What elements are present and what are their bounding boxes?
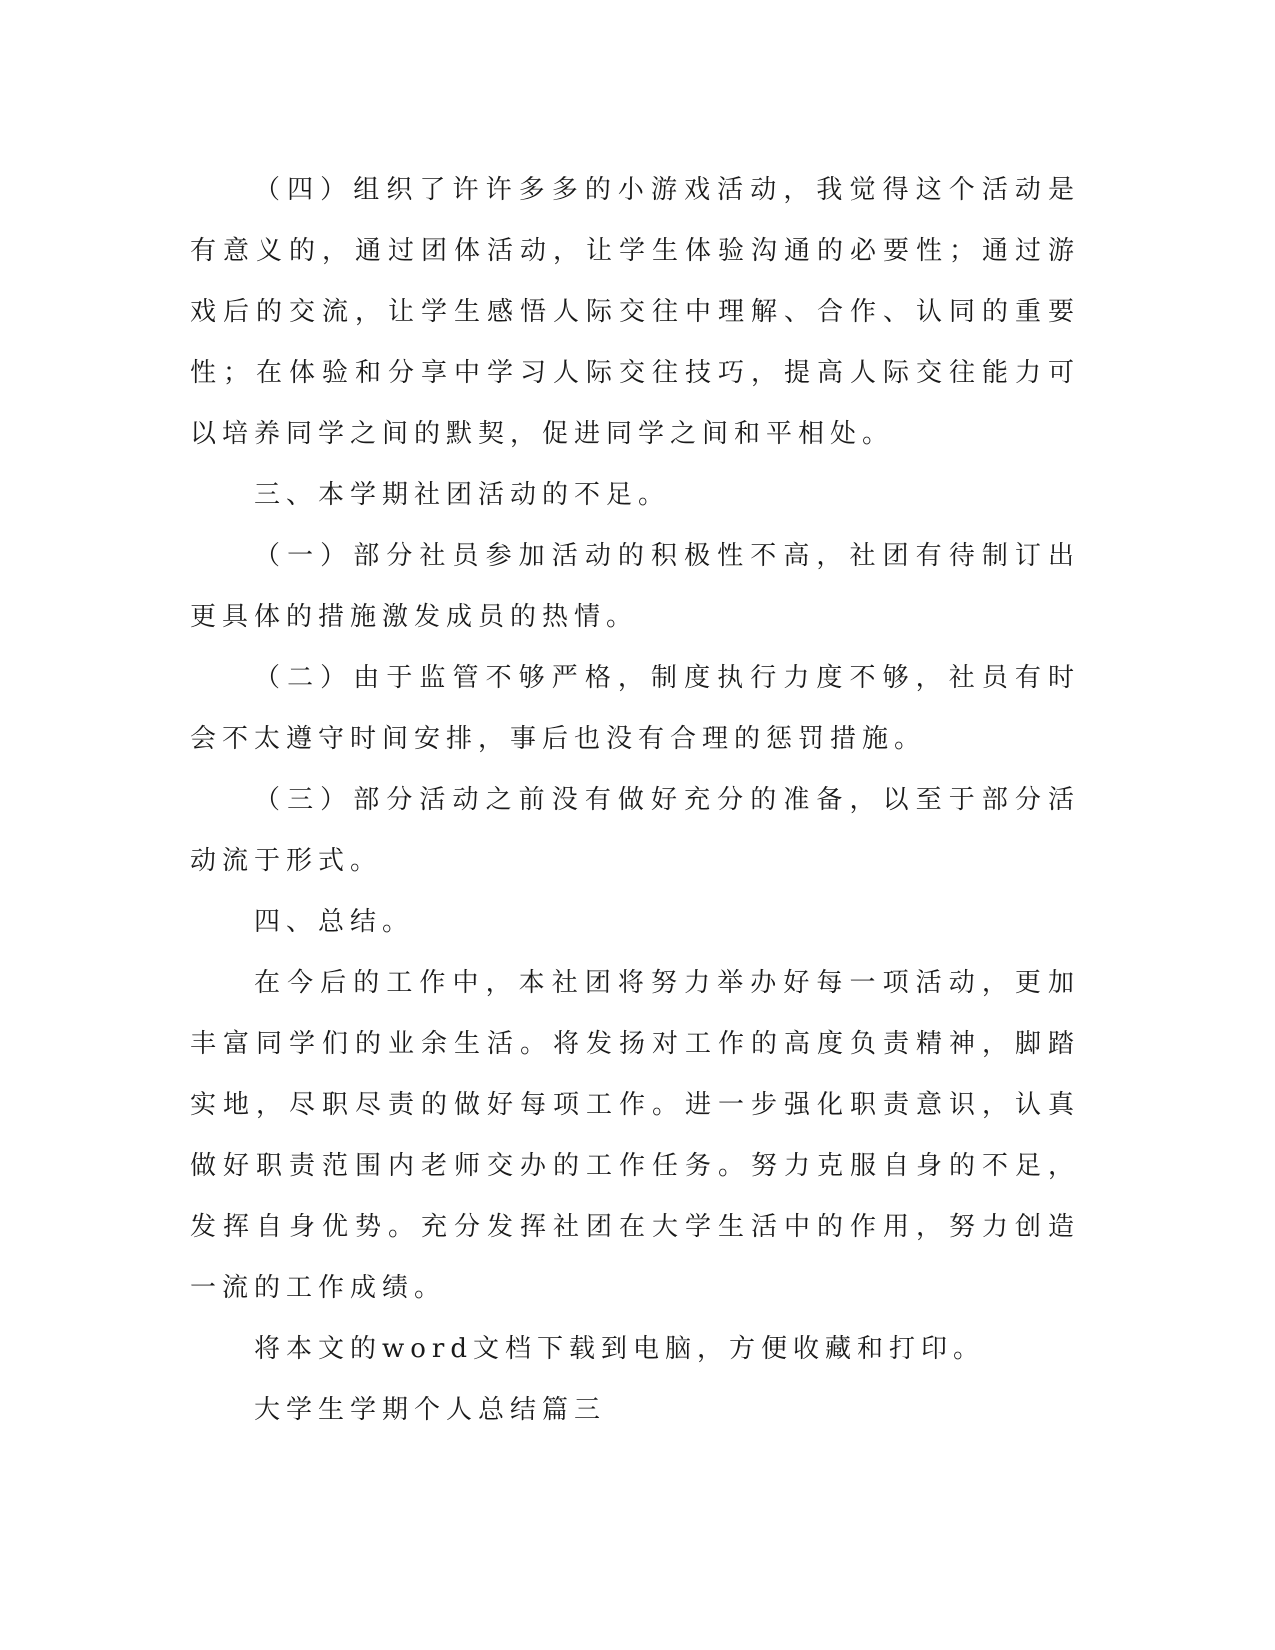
paragraph-summary: 在今后的工作中，本社团将努力举办好每一项活动，更加丰富同学们的业余生活。将发扬对工作的高度负责精神，脚踏实地，尽职尽责的做好每项工作。进一步强化职责意识，认真做好职责范围内老师交办的工作任务。努力克服自身的不足，发挥自身优势。充分发挥社团在大学生活中的作用，努力创造一流的工作成绩。	[190, 968, 1080, 1303]
document-body	[190, 160, 1080, 1441]
paragraph-shortcoming-one: （一）部分社员参加活动的积极性不高，社团有待制订出更具体的措施激发成员的热情。	[190, 541, 1080, 632]
paragraph-shortcoming-two: （二）由于监管不够严格，制度执行力度不够，社员有时会不太遵守时间安排，事后也没有合理的惩罚措施。	[190, 663, 1080, 754]
section-heading-shortcomings: 三、本学期社团活动的不足。	[254, 480, 671, 510]
next-article-title: 大学生学期个人总结篇三	[254, 1395, 607, 1425]
paragraph-download-note: 将本文的word文档下载到电脑，方便收藏和打印。	[254, 1334, 985, 1364]
paragraph-shortcoming-three: （三）部分活动之前没有做好充分的准备，以至于部分活动流于形式。	[190, 785, 1080, 876]
section-heading-summary: 四、总结。	[254, 907, 415, 937]
paragraph-activity-four: （四）组织了许许多多的小游戏活动，我觉得这个活动是有意义的，通过团体活动，让学生体验沟通的必要性；通过游戏后的交流，让学生感悟人际交往中理解、合作、认同的重要性；在体验和分享中学习人际交往技巧，提高人际交往能力可以培养同学之间的默契，促进同学之间和平相处。	[190, 175, 1080, 449]
